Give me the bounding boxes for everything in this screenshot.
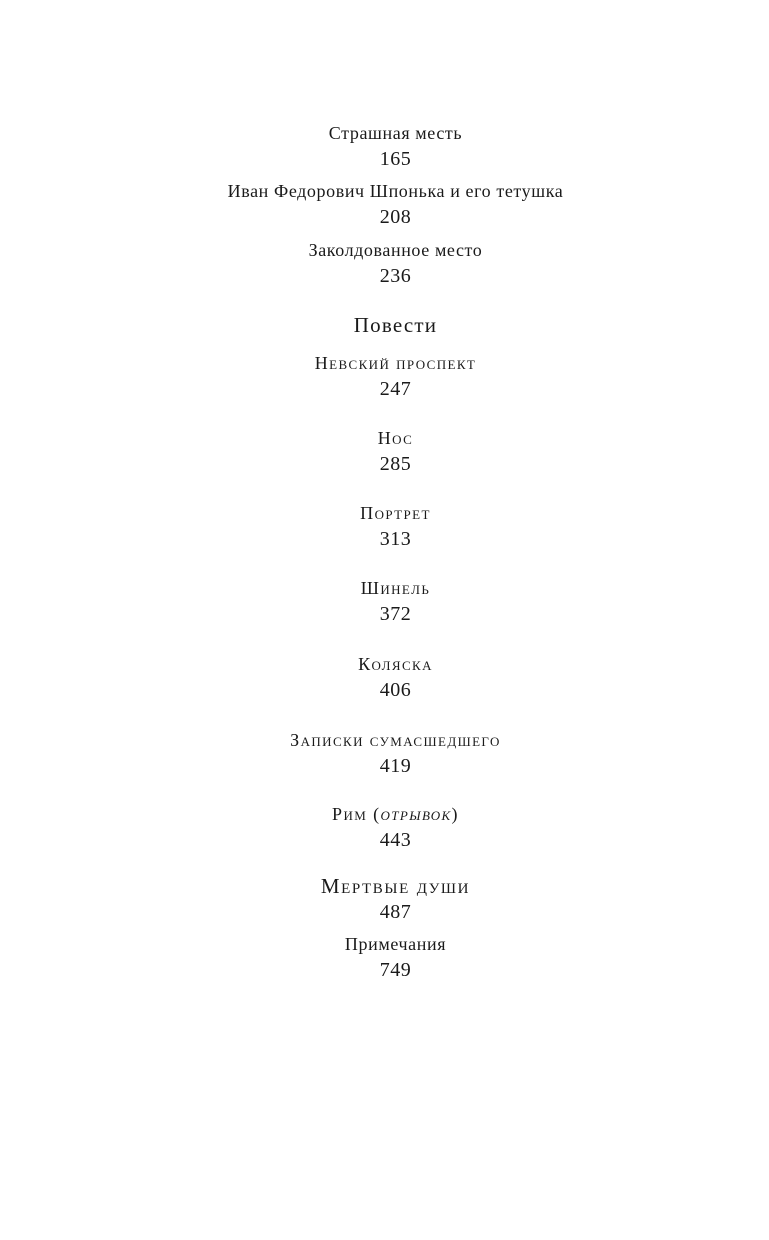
toc-entry-page-number: 749 bbox=[379, 959, 412, 981]
section-heading: Повести bbox=[353, 313, 438, 337]
toc-entry-kolyaska bbox=[11, 653, 769, 702]
toc-entry-title: Иван Федорович Шпонька и его тетушка bbox=[227, 181, 564, 201]
toc-entry-portret bbox=[11, 502, 769, 551]
toc-entry-rim bbox=[11, 803, 769, 852]
toc-entry-page-number: 236 bbox=[379, 265, 412, 287]
toc-entry-page-number: 208 bbox=[379, 206, 412, 228]
toc-entry-page-number: 443 bbox=[379, 829, 412, 851]
toc-entry-title: Записки сумасшедшего bbox=[290, 730, 501, 750]
toc-entry-strashnaya-mest bbox=[11, 122, 769, 171]
toc-entry-title: Страшная месть bbox=[328, 123, 463, 143]
toc-entry-page-number: 406 bbox=[379, 679, 412, 701]
toc-entry-page-number: 372 bbox=[379, 603, 412, 625]
toc-entry-title: Коляска bbox=[358, 654, 433, 674]
toc-entry-page-number: 313 bbox=[379, 528, 412, 550]
toc-entry-title bbox=[11, 803, 769, 825]
toc-entry-title-main: Рим ( bbox=[332, 804, 381, 824]
toc-entry-mertvye-dushi bbox=[11, 873, 769, 924]
toc-entry-primechaniya bbox=[11, 933, 769, 982]
toc-section-heading-povesti bbox=[11, 312, 769, 338]
toc-entry-page-number: 247 bbox=[379, 378, 412, 400]
toc-entry-shinel bbox=[11, 577, 769, 626]
toc-entry-title: Портрет bbox=[360, 503, 431, 523]
toc-entry-title-note: отрывок bbox=[380, 804, 452, 824]
toc-entry-nevsky-prospekt bbox=[11, 352, 769, 401]
toc-entry-page-number: 285 bbox=[379, 453, 412, 475]
toc-entry-page-number: 165 bbox=[379, 148, 412, 170]
toc-entry-title: Мертвые души bbox=[320, 874, 471, 898]
toc-entry-nos bbox=[11, 427, 769, 476]
toc-entry-title: Заколдованное место bbox=[308, 240, 483, 260]
toc-entry-title-close: ) bbox=[451, 804, 459, 824]
toc-entry-title: Примечания bbox=[344, 934, 447, 954]
toc-entry-zapiski-sumasshedshego bbox=[11, 729, 769, 778]
toc-entry-title: Невский проспект bbox=[314, 353, 477, 373]
toc-entry-page-number: 419 bbox=[379, 755, 412, 777]
toc-entry-ivan-shponka bbox=[11, 180, 769, 229]
toc-entry-title: Шинель bbox=[360, 578, 431, 598]
toc-entry-title: Нос bbox=[377, 428, 414, 448]
toc-entry-zakoldovannoe-mesto bbox=[11, 239, 769, 288]
toc-entry-page-number: 487 bbox=[379, 901, 412, 923]
